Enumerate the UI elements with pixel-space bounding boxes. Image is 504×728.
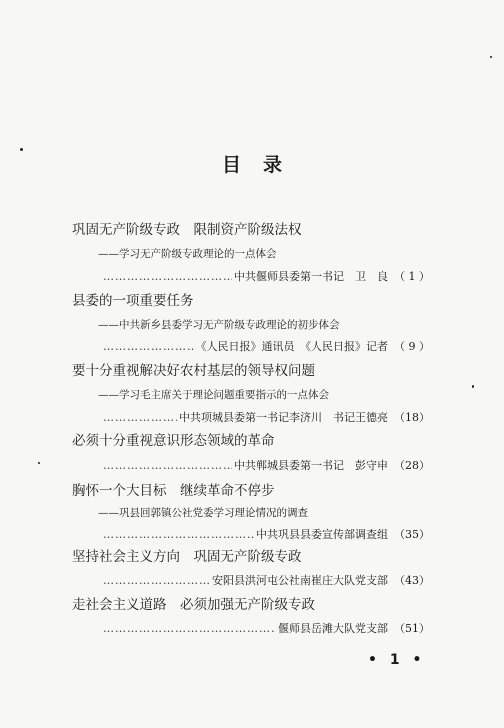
scan-speck <box>20 148 23 151</box>
entry-title: 走社会主义道路 必须加强无产阶级专政 <box>72 597 315 613</box>
entry-subtitle: ——学习无产阶级专政理论的一点体会 <box>98 248 277 260</box>
entry-page: （43） <box>394 574 430 587</box>
entry-author: 安阳县洪河屯公社南崔庄大队党支部 <box>212 574 388 587</box>
entry-title: 必须十分重视意识形态领域的革命 <box>72 433 275 449</box>
entry-line <box>103 621 430 637</box>
entry-line <box>103 269 430 285</box>
entry-author: 《人民日报》通讯员 《人民日报》记者 <box>195 340 388 353</box>
entry-author: 中共项城县委第一书记李济川 书记王德亮 <box>179 411 388 424</box>
entry-line <box>103 410 430 426</box>
entry-title: 巩固无产阶级专政 限制资产阶级法权 <box>72 222 302 238</box>
dot-leader <box>103 621 276 637</box>
scan-speck <box>38 462 40 464</box>
entry-author: 中共偃师县委第一书记 卫 良 <box>234 270 388 283</box>
entry-title: 县委的一项重要任务 <box>72 293 194 309</box>
page-title: 目录 <box>221 154 304 176</box>
dot-leader <box>103 573 210 589</box>
entry-line <box>103 573 430 589</box>
entry-page: （28） <box>394 459 430 472</box>
dot-leader <box>103 339 194 355</box>
scan-speck <box>472 385 474 388</box>
page-number: • 1 • <box>368 652 426 668</box>
entry-subtitle: ——学习毛主席关于理论问题重要指示的一点体会 <box>98 389 329 401</box>
dot-leader <box>103 458 232 474</box>
entry-page: （35） <box>394 528 430 541</box>
entry-line <box>103 527 430 543</box>
entry-author: 中共巩县县委宣传部调查组 <box>256 528 388 541</box>
entry-page: （ 1 ） <box>394 270 430 283</box>
entry-line <box>103 339 430 355</box>
entry-title: 要十分重视解决好农村基层的领导权问题 <box>72 363 315 379</box>
entry-title: 坚持社会主义方向 巩固无产阶级专政 <box>72 549 302 565</box>
dot-leader <box>103 269 232 285</box>
entry-page: （18） <box>394 411 430 424</box>
entry-subtitle: ——中共新乡县委学习无产阶级专政理论的初步体会 <box>98 319 340 331</box>
dot-leader <box>103 410 177 426</box>
entry-author: 中共郸城县委第一书记 彭守申 <box>234 459 388 472</box>
entry-author: 偃师县岳滩大队党支部 <box>278 622 388 635</box>
entry-page: （51） <box>394 622 430 635</box>
entry-subtitle: ——巩县回郭镇公社党委学习理论情况的调查 <box>98 507 308 519</box>
dot-leader <box>103 527 254 543</box>
entry-line <box>103 458 430 474</box>
entry-page: （ 9 ） <box>394 340 430 353</box>
entry-title: 胸怀一个大目标 继续革命不停步 <box>72 483 275 499</box>
scan-speck <box>490 56 492 58</box>
